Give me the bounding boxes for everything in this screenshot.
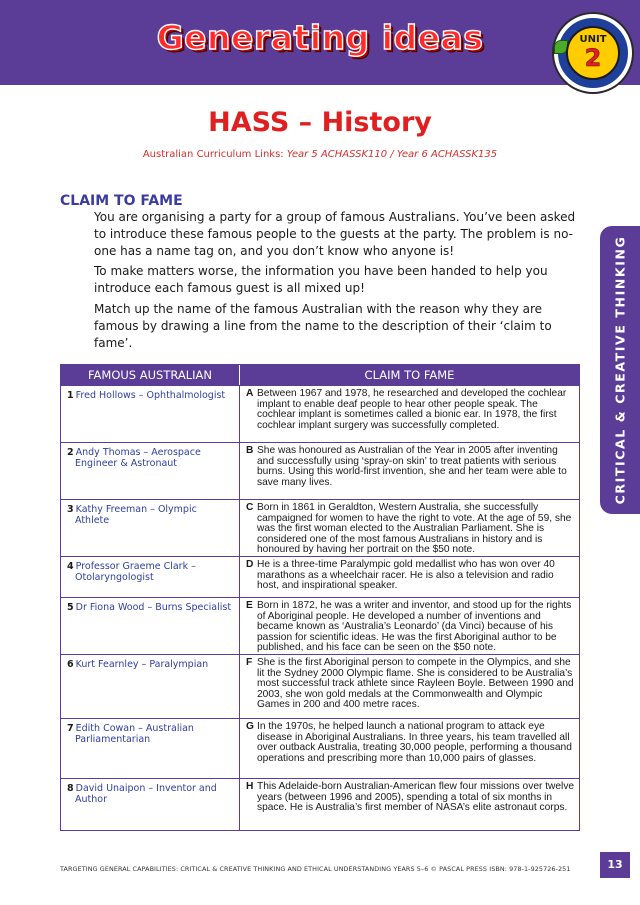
famous-australian-cell	[61, 386, 240, 442]
intro-paragraph-3: Match up the name of the famous Australian with the reason why they are famous by drawing a line from the name to the description of their ‘claim to fame’.	[94, 302, 552, 350]
row-number: 7	[67, 723, 74, 734]
famous-australian-cell	[61, 719, 240, 778]
column-header-claim-to-fame: CLAIM TO FAME	[364, 368, 455, 382]
intro-paragraph-1: You are organising a party for a group of famous Australians. You’ve been asked to introduce these famous people to the guests at the party. The problem is no-one has a name tag on, and you don’t know who anyone is!	[94, 210, 576, 258]
page-title: HASS – History	[208, 107, 432, 138]
curriculum-links	[0, 149, 640, 160]
name-line-2: Parliamentarian	[75, 734, 151, 745]
row-number: 4	[67, 561, 74, 572]
claim-text: He is a three-time Paralympic gold medallist who has won over 40 marathons as a wheelchair racer. He is also a television and radio host, and inspirational speaker.	[257, 559, 555, 592]
table-row	[61, 778, 579, 830]
unit-label: UNIT	[579, 34, 607, 45]
claim-cell	[240, 500, 579, 556]
column-header-famous-australian: FAMOUS AUSTRALIAN	[61, 365, 240, 385]
claim-cell	[240, 598, 579, 654]
famous-australian-cell	[61, 779, 240, 830]
table-row	[61, 385, 579, 442]
banner-title: Generating ideas	[156, 18, 484, 57]
name-line-1: Fred Hollows – Ophthalmologist	[75, 390, 226, 401]
name-line-1: David Unaipon – Inventor and	[75, 783, 217, 794]
claim-letter: C	[246, 502, 254, 513]
table-header	[61, 365, 579, 385]
row-number: 6	[67, 659, 74, 670]
name-line-2: Athlete	[75, 515, 110, 526]
name-line-2: Engineer & Astronaut	[75, 458, 178, 469]
name-line-1: Professor Graeme Clark –	[75, 561, 196, 572]
claim-text: This Adelaide-born Australian-American flew four missions over twelve years (between 1996 and 2005), spending a total of six months in space. He is Australia’s first member of NASA’s elite astronaut corps.	[257, 781, 575, 814]
table-row	[61, 597, 579, 654]
unit-number: 2	[584, 44, 602, 72]
row-number: 2	[67, 447, 74, 458]
table-row	[61, 556, 579, 597]
page-number: 13	[600, 852, 630, 878]
claim-text: In the 1970s, he helped launch a national program to attack eye disease in Aboriginal Australians. In three years, his team travelled all over outback Australia, treating 30,000 people, performing a thousand operations and prescribing more than 10,000 pairs of glasses.	[257, 721, 572, 764]
claim-cell	[240, 443, 579, 499]
name-line-1: Edith Cowan – Australian	[75, 723, 194, 734]
row-number: 8	[67, 783, 74, 794]
matching-table	[60, 364, 580, 831]
claim-cell	[240, 719, 579, 778]
claim-cell	[240, 386, 579, 442]
famous-australian-cell	[61, 655, 240, 718]
table-row	[61, 499, 579, 556]
name-line-1: Kathy Freeman – Olympic	[75, 504, 197, 515]
claim-text: Born in 1861 in Geraldton, Western Australia, she successfully campaigned for women to have the right to vote. At the age of 59, she was the first woman elected to the Australian Parliament. She is considered one of the most famous Australians in history and is honoured by having her portrait on the $50 note.	[257, 502, 572, 556]
row-number: 5	[67, 602, 74, 613]
row-number: 3	[67, 504, 74, 515]
table-row	[61, 718, 579, 778]
name-line-1: Dr Fiona Wood – Burns Specialist	[75, 602, 232, 613]
unit-badge	[554, 14, 632, 92]
claim-cell	[240, 557, 579, 597]
claim-text: Born in 1872, he was a writer and inventor, and stood up for the rights of Aboriginal people. He developed a number of inventions and became known as ‘Australia’s Leonardo’ (da Vinci) because of his passion for scientific ideas. He was the first Aboriginal author to be published, and his face can be seen on the $50 note.	[257, 600, 572, 654]
name-line-1: Andy Thomas – Aerospace	[75, 447, 201, 458]
claim-letter: G	[246, 721, 254, 732]
side-tab-label: CRITICAL & CREATIVE THINKING	[612, 235, 628, 505]
header-banner	[0, 0, 640, 85]
curriculum-codes: Year 5 ACHASSK110 / Year 6 ACHASSK135	[286, 149, 498, 160]
side-tab	[600, 226, 640, 514]
claim-cell	[240, 779, 579, 830]
claim-text: Between 1967 and 1978, he researched and developed the cochlear implant to enable deaf people to hear other people speak. The cochlear implant is sometimes called a bionic ear. In 1978, the first cochlear implant surgery was successfully completed.	[257, 388, 567, 431]
claim-text: She was honoured as Australian of the Year in 2005 after inventing and successfully using ‘spray-on skin’ to treat patients with serious burns. Using this world-first invention, she and her team were able to save many lives.	[257, 445, 567, 488]
famous-australian-cell	[61, 598, 240, 654]
name-line-2: Author	[75, 794, 107, 805]
claim-letter: E	[246, 600, 253, 611]
name-line-1: Kurt Fearnley – Paralympian	[75, 659, 209, 670]
name-line-2: Otolaryngologist	[75, 572, 154, 583]
section-title: CLAIM TO FAME	[60, 193, 183, 209]
unit-badge-inner	[566, 26, 620, 80]
famous-australian-cell	[61, 557, 240, 597]
claim-cell	[240, 655, 579, 718]
claim-letter: B	[246, 445, 254, 456]
row-number: 1	[67, 390, 74, 401]
intro-paragraph-2: To make matters worse, the information you have been handed to help you introduce each famous guest is all mixed up!	[94, 264, 548, 295]
page-footer: TARGETING GENERAL CAPABILITIES: CRITICAL & CREATIVE THINKING AND ETHICAL UNDERSTANDING YEARS 5–6 © PASCAL PRESS ISBN: 978-1-925726-251	[60, 865, 571, 873]
table-row	[61, 442, 579, 499]
claim-letter: H	[246, 781, 254, 792]
famous-australian-cell	[61, 443, 240, 499]
famous-australian-cell	[61, 500, 240, 556]
claim-letter: D	[246, 559, 254, 570]
curriculum-prefix: Australian Curriculum Links:	[142, 149, 287, 160]
table-row	[61, 654, 579, 718]
claim-letter: F	[246, 657, 253, 668]
claim-text: She is the first Aboriginal person to compete in the Olympics, and she lit the Sydney 2000 Olympic flame. She is considered to be Australia’s most successful track athlete since Rayleen Boyle. Between 1990 and 2003, she won gold medals at the Commonwealth and Olympic Games in 200 and 400 metre races.	[257, 657, 574, 711]
claim-letter: A	[246, 388, 254, 399]
